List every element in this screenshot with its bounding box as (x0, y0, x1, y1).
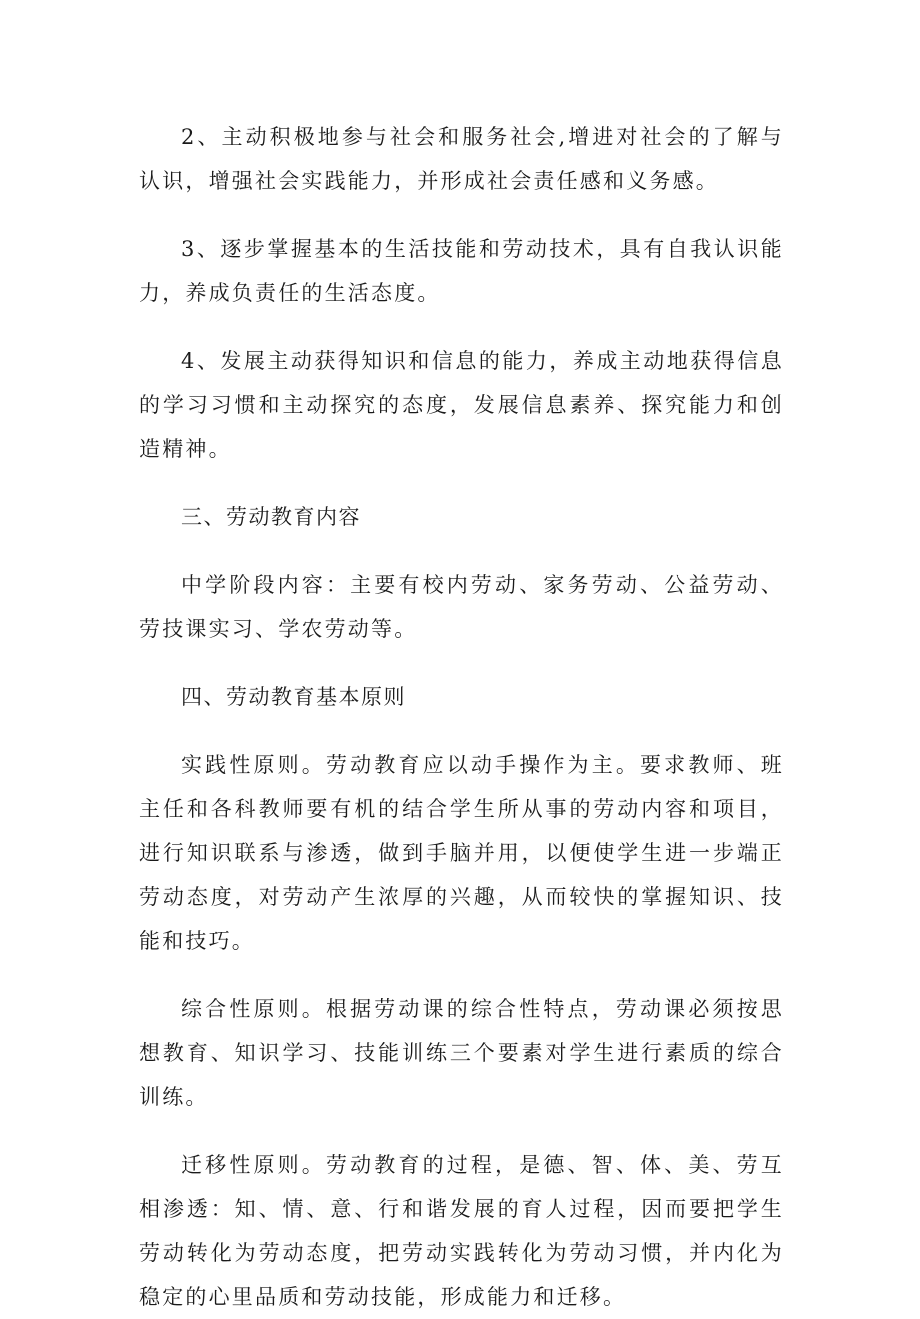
paragraph-gap (139, 963, 784, 987)
paragraph-transfer-principle: 迁移性原则。劳动教育的过程，是德、智、体、美、劳互相渗透：知、情、意、行和谐发展的育人过程，因而要把学生劳动转化为劳动态度，把劳动实践转化为劳动习惯，并内化为稳定的心里品质和劳动技能，形成能力和迁移。 (139, 1153, 784, 1309)
paragraph-gap (139, 471, 784, 495)
paragraph-goal-3: 3、逐步掌握基本的生活技能和劳动技术，具有自我认识能力，养成负责任的生活态度。 (139, 237, 784, 305)
paragraph-goal-4: 4、发展主动获得知识和信息的能力，养成主动地获得信息的学习习惯和主动探究的态度，发展信息素养、探究能力和创造精神。 (139, 349, 784, 461)
document-page (139, 115, 784, 1319)
paragraph-gap (139, 719, 784, 743)
paragraph-gap (139, 1119, 784, 1143)
section-heading-principles: 四、劳动教育基本原则 (181, 685, 406, 709)
paragraph-gap (139, 315, 784, 339)
section-heading-content: 三、劳动教育内容 (181, 505, 361, 529)
paragraph-gap (139, 203, 784, 227)
paragraph-practice-principle: 实践性原则。劳动教育应以动手操作为主。要求教师、班主任和各科教师要有机的结合学生所从事的劳动内容和项目，进行知识联系与渗透，做到手脑并用，以便使学生进一步端正劳动态度，对劳动产生浓厚的兴趣，从而较快的掌握知识、技能和技巧。 (139, 753, 784, 953)
paragraph-gap (139, 651, 784, 675)
paragraph-goal-2: 2、主动积极地参与社会和服务社会,增进对社会的了解与认识，增强社会实践能力，并形成社会责任感和义务感。 (139, 125, 784, 193)
paragraph-middle-school-content: 中学阶段内容：主要有校内劳动、家务劳动、公益劳动、劳技课实习、学农劳动等。 (139, 573, 784, 641)
paragraph-gap (139, 539, 784, 563)
paragraph-comprehensive-principle: 综合性原则。根据劳动课的综合性特点，劳动课必须按思想教育、知识学习、技能训练三个要素对学生进行素质的综合训练。 (139, 997, 784, 1109)
